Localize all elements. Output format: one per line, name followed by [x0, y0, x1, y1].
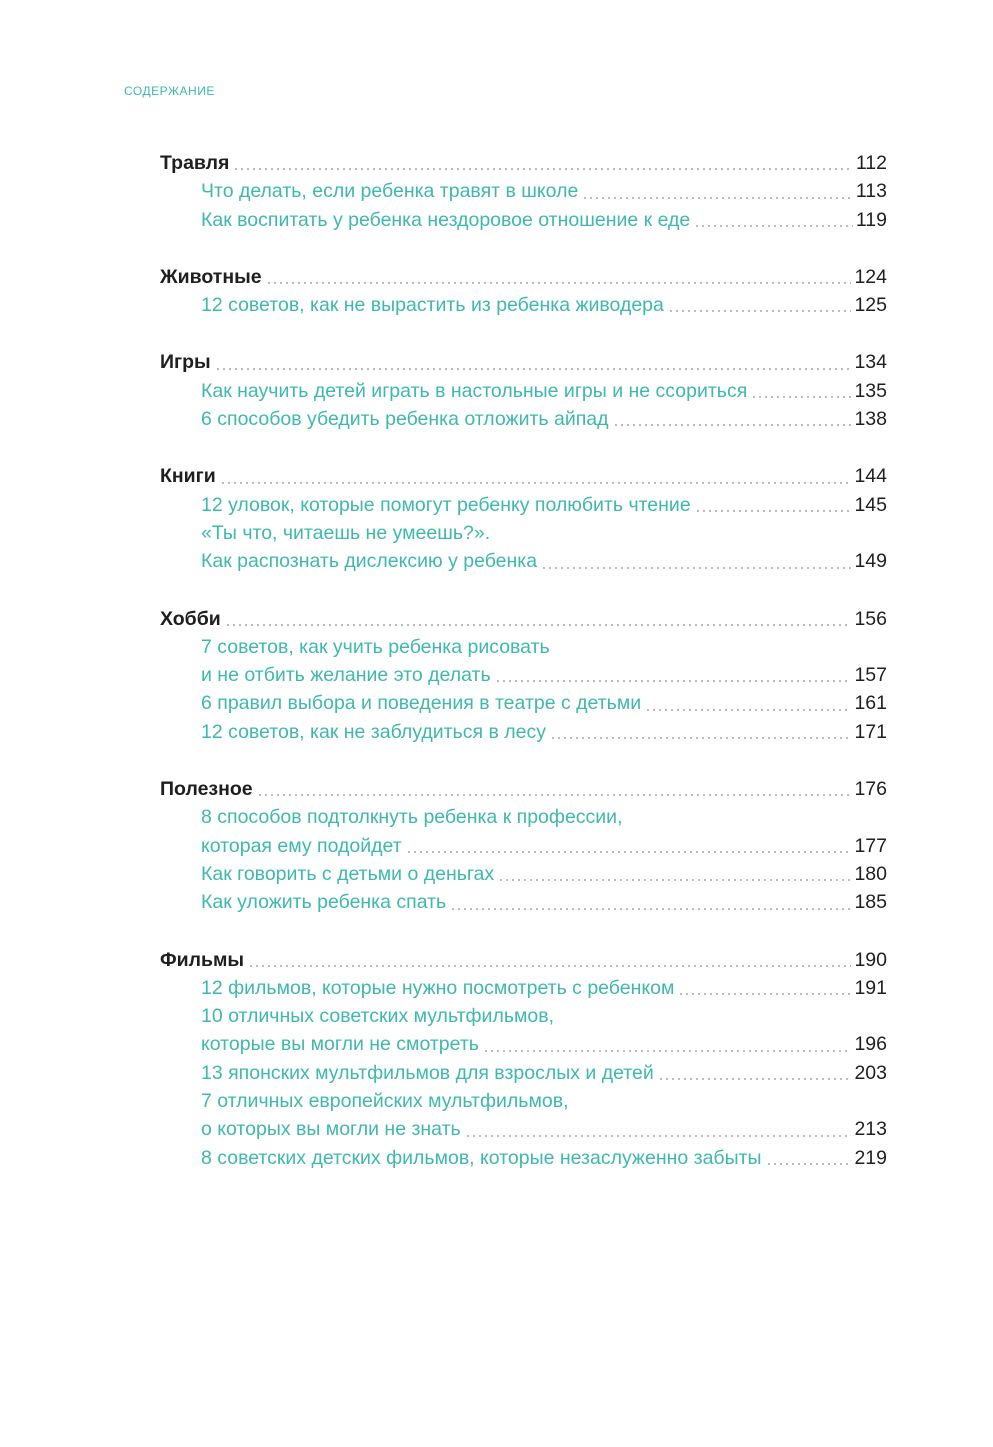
toc-section-entry[interactable] — [160, 348, 887, 376]
toc-section-entry[interactable] — [160, 775, 887, 803]
page-number: 176 — [854, 778, 887, 801]
page-number: 161 — [854, 692, 887, 715]
toc-article-entry[interactable] — [160, 661, 887, 689]
toc-article-entry[interactable] — [160, 888, 887, 916]
toc-section — [160, 462, 887, 575]
toc-article-entry[interactable] — [160, 974, 887, 1002]
page-number: 112 — [855, 152, 887, 174]
toc-section-entry[interactable] — [160, 263, 887, 291]
page-number: 124 — [854, 265, 887, 288]
toc-article-entry[interactable] — [160, 491, 887, 519]
article-title: 7 отличных европейских мультфильмов, — [201, 1090, 569, 1113]
toc-article-entry[interactable] — [160, 177, 887, 205]
page-number: 134 — [854, 351, 887, 374]
article-title: о которых вы могли не знать — [201, 1118, 461, 1141]
toc-section — [160, 775, 887, 916]
page-number: 138 — [854, 408, 887, 431]
article-title: и не отбить желание это делать — [201, 664, 491, 687]
dot-leader — [483, 1050, 852, 1052]
article-title: 6 правил выбора и поведения в театре с детьми — [201, 692, 642, 715]
article-title: 12 советов, как не заблудиться в лесу — [201, 720, 546, 743]
dot-leader — [751, 396, 851, 398]
article-title: Что делать, если ребенка травят в школе — [201, 180, 579, 203]
toc-article-entry[interactable] — [160, 377, 887, 405]
article-title: 12 уловок, которые помогут ребенку полюбить чтение — [201, 493, 691, 516]
dot-leader — [645, 709, 851, 711]
page-number: 185 — [854, 891, 887, 914]
page-number: 156 — [854, 607, 887, 630]
toc-article-entry[interactable] — [160, 1030, 887, 1058]
toc-section — [160, 946, 887, 1172]
dot-leader — [465, 1135, 852, 1137]
article-title: 12 советов, как не вырастить из ребенка живодера — [201, 294, 664, 317]
page-number: 191 — [854, 976, 887, 999]
dot-leader — [257, 794, 852, 796]
article-title: 10 отличных советских мультфильмов, — [201, 1005, 555, 1028]
article-title: Как уложить ребенка спать — [201, 891, 447, 914]
dot-leader — [658, 1078, 852, 1080]
toc-article-entry[interactable] — [160, 206, 887, 234]
page-number: 125 — [854, 294, 887, 317]
toc-article-entry[interactable] — [160, 718, 887, 746]
section-title: Животные — [160, 265, 262, 288]
dot-leader — [248, 965, 851, 967]
article-title: Как распознать дислексию у ребенка — [201, 550, 538, 573]
article-title: которые вы могли не смотреть — [201, 1033, 479, 1056]
page-number: 144 — [854, 465, 887, 488]
dot-leader — [450, 908, 851, 910]
dot-leader — [668, 310, 852, 312]
section-title: Травля — [160, 152, 230, 174]
dot-leader — [582, 197, 853, 199]
article-title: Как говорить с детьми о деньгах — [201, 862, 495, 885]
dot-leader — [215, 368, 852, 370]
toc-section — [160, 348, 887, 433]
article-title: 7 советов, как учить ребенка рисовать — [201, 635, 550, 658]
dot-leader — [266, 282, 852, 284]
page-number: 145 — [854, 493, 887, 516]
article-title: которая ему подойдет — [201, 834, 402, 857]
toc-section-entry[interactable] — [160, 462, 887, 490]
page-number: 113 — [855, 180, 887, 203]
toc-article-entry[interactable] — [160, 1144, 887, 1172]
toc-section — [160, 263, 887, 320]
toc-article-entry[interactable] — [160, 803, 887, 831]
page-number: 196 — [854, 1033, 887, 1056]
section-title: Полезное — [160, 778, 253, 801]
toc-section-entry[interactable] — [160, 605, 887, 633]
dot-leader — [550, 737, 852, 739]
toc-section — [160, 605, 887, 746]
toc-article-entry[interactable] — [160, 291, 887, 319]
dot-leader — [613, 424, 852, 426]
dot-leader — [220, 482, 852, 484]
toc-article-entry[interactable] — [160, 519, 887, 547]
section-title: Фильмы — [160, 948, 245, 971]
article-title: 8 способов подтолкнуть ребенка к профессии, — [201, 806, 623, 829]
page-number: 149 — [854, 550, 887, 573]
dot-leader — [541, 567, 851, 569]
dot-leader — [678, 993, 851, 995]
toc-article-entry[interactable] — [160, 547, 887, 575]
table-of-contents — [160, 149, 887, 1201]
page-number: 171 — [854, 720, 887, 743]
toc-article-entry[interactable] — [160, 633, 887, 661]
dot-leader — [695, 510, 852, 512]
article-title: Как научить детей играть в настольные игры и не ссориться — [201, 379, 748, 402]
page-number: 135 — [854, 379, 887, 402]
toc-article-entry[interactable] — [160, 689, 887, 717]
article-title: Как воспитать у ребенка нездоровое отношение к еде — [201, 208, 691, 231]
toc-section — [160, 149, 887, 234]
page-number: 180 — [854, 862, 887, 885]
page-number: 203 — [854, 1061, 887, 1084]
dot-leader — [233, 168, 852, 170]
toc-article-entry[interactable] — [160, 405, 887, 433]
dot-leader — [498, 879, 851, 881]
page-number: 190 — [854, 948, 887, 971]
article-title: 13 японских мультфильмов для взрослых и детей — [201, 1061, 654, 1084]
dot-leader — [694, 225, 853, 227]
toc-article-entry[interactable] — [160, 1115, 887, 1143]
article-title: 6 способов убедить ребенка отложить айпад — [201, 408, 609, 431]
toc-article-entry[interactable] — [160, 860, 887, 888]
toc-article-entry[interactable] — [160, 832, 887, 860]
page-number: 119 — [855, 208, 887, 231]
article-title: 12 фильмов, которые нужно посмотреть с ребенком — [201, 976, 675, 999]
dot-leader — [406, 851, 852, 853]
toc-article-entry[interactable] — [160, 1087, 887, 1115]
toc-article-entry[interactable] — [160, 1002, 887, 1030]
article-title: «Ты что, читаешь не умеешь?». — [201, 521, 491, 544]
page-number: 157 — [854, 664, 887, 687]
running-head: СОДЕРЖАНИЕ — [124, 84, 215, 98]
page-number: 177 — [854, 834, 887, 857]
toc-section-entry[interactable] — [160, 946, 887, 974]
page-number: 213 — [854, 1118, 887, 1141]
toc-section-entry[interactable] — [160, 149, 887, 177]
page-number: 219 — [854, 1146, 887, 1169]
dot-leader — [225, 624, 852, 626]
section-title: Книги — [160, 465, 216, 488]
section-title: Игры — [160, 351, 211, 374]
dot-leader — [495, 680, 852, 682]
section-title: Хобби — [160, 607, 221, 630]
toc-article-entry[interactable] — [160, 1059, 887, 1087]
article-title: 8 советских детских фильмов, которые незаслуженно забыты — [201, 1146, 762, 1169]
dot-leader — [766, 1163, 852, 1165]
